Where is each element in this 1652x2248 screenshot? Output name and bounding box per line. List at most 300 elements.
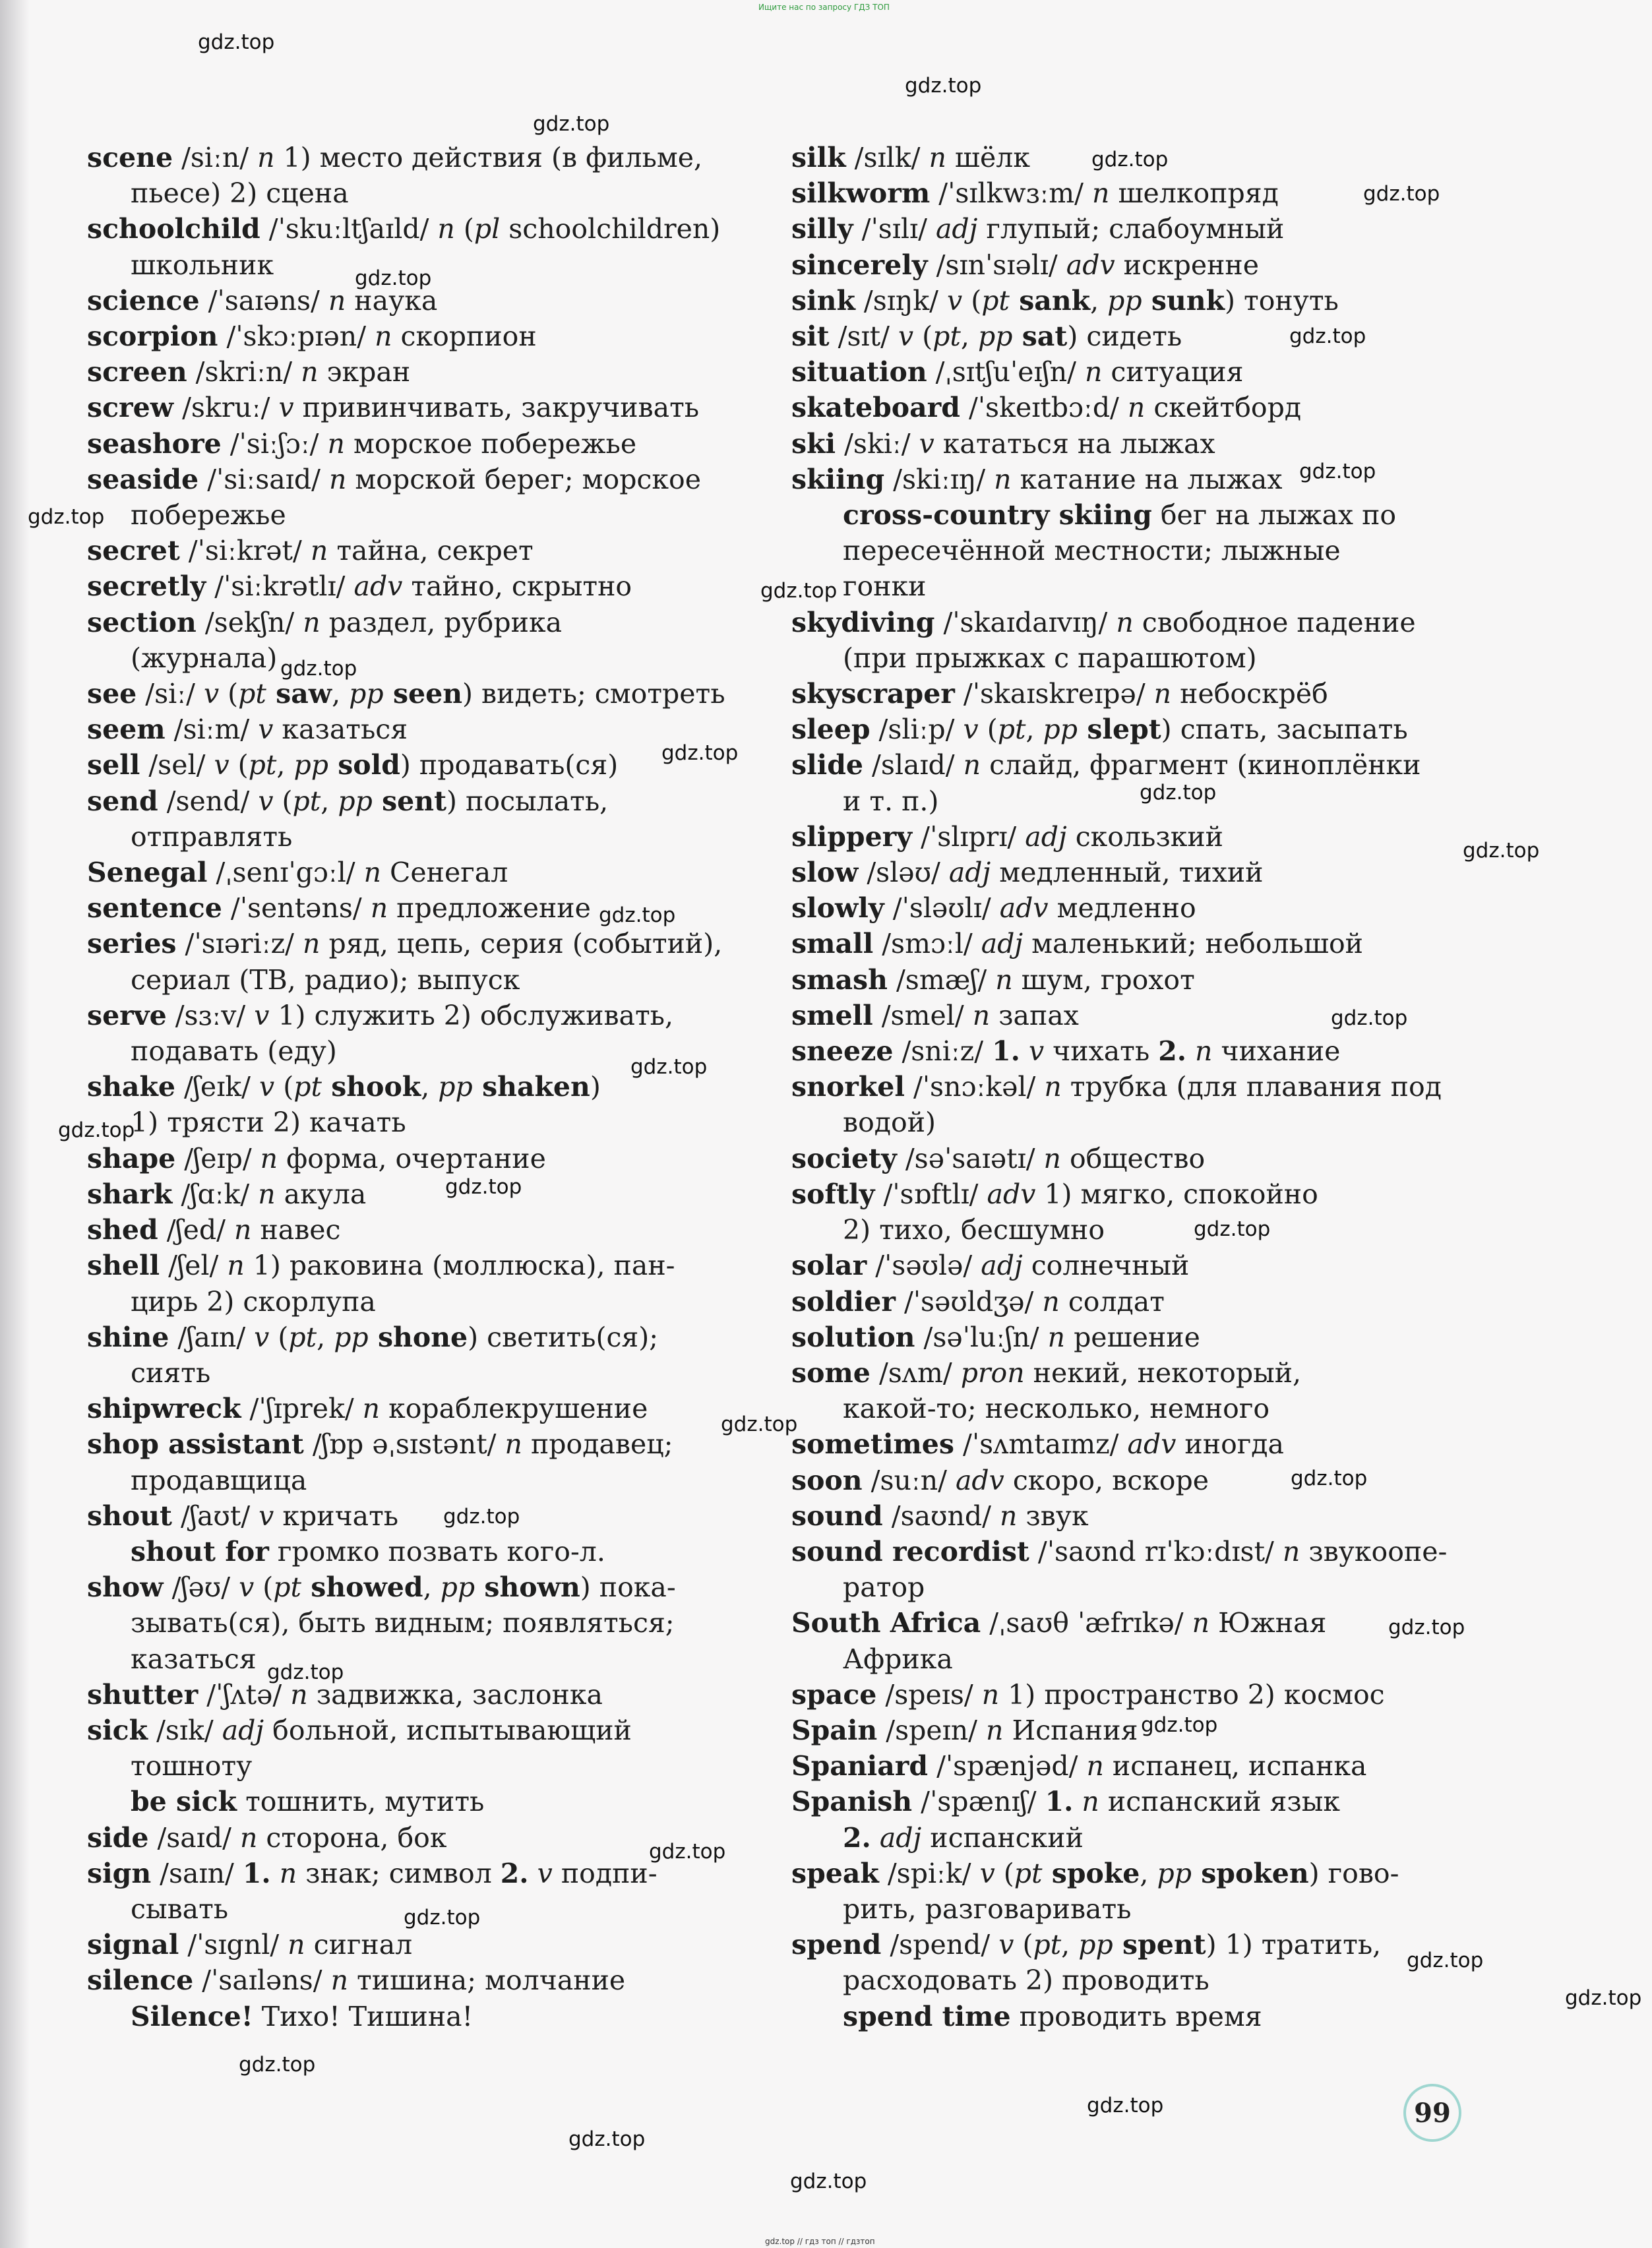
entry-continuation-line: [791, 1569, 1457, 1605]
entry-text: (журнала): [131, 642, 278, 674]
entry-text: побережье: [131, 499, 286, 532]
entry-text: знак; символ: [297, 1857, 501, 1889]
entry-text: испанский язык: [1099, 1786, 1341, 1818]
dictionary-entry: [87, 1320, 694, 1391]
entry-text: /skiː/: [836, 427, 919, 460]
grammar-label: pt: [981, 284, 1010, 317]
dictionary-entry: [87, 605, 694, 676]
watermark[interactable]: gdz.top: [568, 2127, 646, 2151]
entry-text: /ˈsʌmtaɪmz/: [954, 1428, 1128, 1461]
entry-continuation-line: [87, 819, 694, 855]
entry-text: (: [273, 785, 293, 817]
entry-line: [87, 1820, 694, 1856]
entry-text: задвижка, заслонка: [307, 1678, 603, 1711]
entry-line: [87, 568, 694, 604]
dictionary-entry: [87, 1820, 694, 1856]
grammar-label: n: [303, 928, 321, 960]
dictionary-entry: [87, 568, 694, 604]
headword: speak: [791, 1857, 879, 1889]
entry-text: /səˈsaɪətɪ/: [896, 1142, 1044, 1174]
headword: scorpion: [87, 320, 218, 353]
grammar-label: v: [259, 1071, 275, 1103]
grammar-label: n: [1092, 177, 1110, 210]
grammar-label: n: [1043, 1142, 1061, 1174]
grammar-label: pp: [349, 678, 384, 710]
grammar-label: v: [998, 1929, 1014, 1961]
entry-text: (: [254, 1571, 274, 1604]
headword: secretly: [87, 570, 206, 603]
grammar-label: pp: [977, 320, 1013, 353]
dictionary-entry: [87, 747, 694, 783]
watermark[interactable]: gdz.top: [58, 1118, 135, 1142]
dictionary-entry: [791, 426, 1457, 462]
entry-text: /ʃəʊ/: [163, 1571, 239, 1604]
watermark[interactable]: gdz.top: [661, 741, 739, 765]
watermark[interactable]: gdz.top: [649, 1840, 726, 1864]
entry-text: /sliːp/: [870, 714, 964, 746]
headword: spend: [791, 1929, 882, 1961]
watermark[interactable]: gdz.top: [599, 903, 676, 927]
dictionary-entry: [791, 1069, 1457, 1140]
headword: small: [791, 928, 874, 960]
entry-text: кораблекрушение: [380, 1393, 648, 1425]
entry-text: /ˈsiːsaɪd/: [199, 463, 329, 495]
watermark[interactable]: gdz.top: [1299, 460, 1376, 483]
entry-line: [791, 1320, 1457, 1355]
watermark[interactable]: gdz.top: [1087, 2094, 1164, 2117]
entry-text: /səˈluːʃn/: [915, 1321, 1048, 1353]
entry-line: [791, 426, 1457, 462]
watermark[interactable]: gdz.top: [1331, 1006, 1408, 1030]
entry-text: какой-то; несколько, немного: [843, 1393, 1270, 1425]
watermark[interactable]: gdz.top: [905, 74, 982, 98]
headword: slide: [791, 749, 863, 781]
entry-line: [87, 712, 694, 747]
entry-text: /skiːɪŋ/: [884, 463, 994, 495]
grammar-label: v: [946, 284, 963, 317]
entry-line: [87, 140, 703, 175]
watermark[interactable]: gdz.top: [760, 579, 838, 603]
entry-text: (: [962, 284, 982, 317]
entry-line: [87, 1856, 694, 1891]
entry-text: /ˈsɒftlɪ/: [874, 1178, 987, 1210]
headword: shop assistant: [87, 1428, 304, 1461]
headword: see: [87, 678, 137, 710]
watermark[interactable]: gdz.top: [1140, 781, 1217, 805]
dictionary-entry: [791, 890, 1457, 926]
grammar-label: n: [375, 320, 392, 353]
grammar-label: adj: [935, 213, 978, 245]
bold-form: sat: [1012, 320, 1068, 353]
entry-line: [791, 1927, 1457, 1962]
grammar-label: v: [214, 749, 229, 781]
watermark[interactable]: gdz.top: [1289, 324, 1366, 348]
grammar-label: n: [1086, 1750, 1104, 1782]
entry-text: /ˈslɪprɪ/: [912, 820, 1025, 853]
bold-form: shout for: [131, 1535, 269, 1567]
headword: seashore: [87, 427, 222, 460]
entry-text: громко позвать кого-л.: [268, 1535, 605, 1567]
grammar-label: adj: [1025, 820, 1067, 853]
entry-text: (: [274, 1071, 294, 1103]
entry-text: испанский: [921, 1821, 1084, 1854]
headword: side: [87, 1821, 149, 1854]
dictionary-entry: [791, 1355, 1457, 1426]
entry-line: [791, 712, 1457, 747]
entry-text: подпи-: [552, 1857, 658, 1889]
entry-text: (: [454, 213, 474, 245]
headword: shout: [87, 1500, 172, 1532]
entry-text: /ʃɑːk/: [172, 1178, 259, 1210]
watermark[interactable]: gdz.top: [445, 1175, 522, 1199]
watermark[interactable]: gdz.top: [1565, 1986, 1642, 2010]
entry-line: [791, 247, 1457, 283]
headword: secret: [87, 535, 180, 567]
entry-text: продавец;: [522, 1428, 673, 1461]
entry-line: [87, 1498, 694, 1534]
entry-line: [791, 1033, 1457, 1069]
entry-text: 1) мягко, спокойно: [1035, 1178, 1318, 1210]
entry-line: [87, 1426, 694, 1462]
headword: shutter: [87, 1678, 199, 1711]
bold-form: shook: [321, 1071, 421, 1103]
entry-text: 1) раковина (моллюска), пан-: [244, 1250, 675, 1282]
grammar-label: n: [1044, 1071, 1062, 1103]
dictionary-entry: [791, 1927, 1457, 2034]
entry-text: небоскрёб: [1171, 678, 1328, 710]
entry-text: ) светить(ся);: [468, 1321, 659, 1353]
grammar-label: n: [260, 1142, 278, 1174]
bold-form: spend time: [843, 2000, 1011, 2032]
entry-line: [791, 747, 1457, 783]
entry-text: /sekʃn/: [196, 606, 303, 638]
grammar-label: pp: [438, 1071, 473, 1103]
headword: space: [791, 1678, 877, 1711]
dictionary-entry: [87, 1212, 694, 1248]
watermark[interactable]: gdz.top: [267, 1660, 344, 1684]
watermark[interactable]: gdz.top: [721, 1413, 798, 1436]
dictionary-entry: [87, 1426, 694, 1498]
headword: skateboard: [791, 392, 960, 424]
entry-text: /ˈsəʊldʒə/: [895, 1285, 1043, 1318]
grammar-label: adv: [955, 1464, 1004, 1496]
bold-form: sold: [328, 749, 400, 781]
entry-text: /sɪk/: [148, 1714, 222, 1746]
dictionary-entry: [87, 1248, 694, 1319]
headword: silence: [87, 1964, 194, 1997]
entry-continuation-line: [87, 497, 694, 533]
dictionary-entry: [791, 1713, 1457, 1748]
watermark[interactable]: gdz.top: [443, 1505, 520, 1529]
entry-text: продавщица: [131, 1464, 307, 1496]
headword: shine: [87, 1321, 169, 1353]
dictionary-entry: [791, 855, 1457, 890]
headword: signal: [87, 1929, 179, 1961]
dictionary-entry: [87, 1927, 694, 1962]
entry-text: /smɔːl/: [873, 928, 981, 960]
page-binding-shadow: [0, 0, 30, 2248]
bold-form: saw: [266, 678, 332, 710]
entry-text: /ˈsnɔːkəl/: [904, 1071, 1045, 1103]
dictionary-entry: [791, 390, 1457, 425]
headword: Spanish: [791, 1786, 913, 1818]
bold-form: sunk: [1142, 284, 1225, 317]
bold-form: Silence!: [131, 2000, 253, 2032]
entry-line: [87, 605, 694, 640]
entry-line: [87, 354, 694, 390]
entry-text: /ʃɒp əˌsɪstənt/: [303, 1428, 505, 1461]
dictionary-entry: [791, 1856, 1457, 1927]
grammar-label: adj: [981, 1250, 1023, 1282]
entry-text: скользкий: [1066, 820, 1223, 853]
entry-line: [791, 1426, 1457, 1462]
entry-text: /ˈspænjəd/: [928, 1750, 1087, 1782]
entry-text: /ˈsəʊlə/: [867, 1250, 981, 1282]
entry-text: ,: [321, 785, 338, 817]
grammar-label: pt: [238, 678, 266, 710]
bold-form: spoke: [1042, 1857, 1140, 1889]
dictionary-entry: [87, 1856, 694, 1927]
watermark[interactable]: gdz.top: [1363, 182, 1440, 206]
headword: shark: [87, 1178, 173, 1210]
grammar-label: pl: [474, 213, 501, 245]
entry-line: [791, 283, 1457, 319]
dictionary-entry: [791, 283, 1457, 319]
entry-text: /slaɪd/: [863, 749, 964, 781]
entry-text: запах: [990, 999, 1079, 1031]
entry-text: слайд, фрагмент (киноплёнки: [981, 749, 1421, 781]
grammar-label: pp: [440, 1571, 475, 1604]
watermark[interactable]: gdz.top: [28, 505, 105, 529]
entry-text: глупый; слабоумный: [977, 213, 1285, 245]
grammar-label: n: [328, 463, 347, 495]
entry-text: /smel/: [872, 999, 973, 1031]
headword: seem: [87, 714, 166, 746]
grammar-label: n: [363, 857, 382, 889]
entry-text: общество: [1060, 1142, 1206, 1174]
entry-continuation-line: [791, 533, 1457, 568]
dictionary-entry: [87, 140, 703, 211]
grammar-label: adv: [353, 570, 403, 603]
headword: slow: [791, 857, 859, 889]
bold-form: 2.: [1158, 1035, 1187, 1068]
entry-line: [791, 1784, 1457, 1819]
grammar-label: pt: [292, 785, 321, 817]
entry-line: [791, 211, 1457, 247]
grammar-label: adv: [1066, 249, 1115, 281]
entry-text: Африка: [843, 1643, 953, 1675]
dictionary-entry: [87, 390, 700, 425]
bold-form: cross-country skiing: [843, 499, 1152, 532]
grammar-label: n: [1186, 1035, 1213, 1068]
entry-text: /ˈsiːkrət/: [179, 535, 311, 567]
entry-line: [87, 1069, 694, 1105]
dictionary-entry: [87, 998, 694, 1069]
grammar-label: pp: [334, 1321, 369, 1353]
entry-text: /smæʃ/: [887, 963, 996, 996]
entry-continuation-line: [87, 1355, 694, 1391]
entry-continuation-line: [87, 1784, 694, 1819]
watermark[interactable]: gdz.top: [1141, 1713, 1218, 1737]
entry-text: ,: [960, 320, 978, 353]
entry-text: медленно: [1048, 892, 1196, 925]
watermark[interactable]: gdz.top: [355, 266, 432, 290]
grammar-label: n: [1084, 356, 1103, 388]
entry-line: [87, 1248, 694, 1283]
grammar-label: pron: [960, 1356, 1025, 1389]
bold-form: seen: [383, 678, 463, 710]
entry-text: /ˈsiːʃɔː/: [221, 427, 328, 460]
watermark[interactable]: gdz.top: [1291, 1467, 1368, 1490]
grammar-label: n: [310, 535, 328, 567]
entry-text: тайно, скрытно: [402, 570, 632, 603]
grammar-label: n: [1153, 678, 1172, 710]
entry-text: /skriːn/: [187, 356, 301, 388]
headword: smash: [791, 963, 888, 996]
watermark[interactable]: gdz.top: [1388, 1616, 1465, 1639]
watermark[interactable]: gdz.top: [1091, 148, 1169, 171]
entry-line: [87, 1320, 694, 1355]
entry-continuation-line: [87, 962, 694, 998]
entry-text: /sɜːv/: [166, 999, 255, 1031]
dictionary-entry: [87, 354, 694, 390]
entry-text: цирь 2) скорлупа: [131, 1285, 376, 1318]
entry-text: /ʃaɪn/: [169, 1321, 255, 1353]
dictionary-entry: [87, 1962, 694, 2034]
watermark[interactable]: gdz.top: [1194, 1217, 1271, 1241]
entry-text: (при прыжках с парашютом): [843, 642, 1257, 674]
watermark[interactable]: gdz.top: [280, 657, 357, 681]
grammar-label: pt: [288, 1321, 317, 1353]
grammar-label: n: [257, 142, 275, 173]
entry-text: schoolchildren): [500, 213, 721, 245]
grammar-label: pp: [1157, 1857, 1192, 1889]
watermark[interactable]: gdz.top: [1463, 839, 1540, 863]
entry-text: водой): [843, 1107, 936, 1139]
watermark[interactable]: gdz.top: [239, 2053, 316, 2077]
dictionary-entry: [87, 1176, 694, 1212]
entry-text: привинчивать, закручивать: [293, 392, 700, 424]
headword: solution: [791, 1321, 915, 1353]
entry-continuation-line: [791, 1962, 1457, 1998]
headword: sentence: [87, 892, 222, 925]
entry-text: /ʃed/: [158, 1214, 234, 1246]
entry-text: медленный, тихий: [991, 857, 1264, 889]
entry-continuation-line: [791, 1999, 1457, 2034]
dictionary-entry: [791, 211, 1457, 247]
dictionary-entry: [87, 676, 725, 712]
entry-line: [87, 319, 694, 354]
entry-continuation-line: [791, 1820, 1457, 1856]
entry-continuation-line: [87, 1033, 694, 1069]
entry-line: [791, 390, 1457, 425]
grammar-label: pt: [248, 749, 277, 781]
entry-text: /spiːk/: [878, 1857, 980, 1889]
grammar-label: n: [301, 356, 319, 388]
headword: sneeze: [791, 1035, 894, 1068]
dictionary-entry: [791, 1426, 1457, 1462]
entry-continuation-line: [87, 1105, 694, 1140]
grammar-label: n: [328, 284, 346, 317]
entry-text: /ˌsɪtʃuˈeɪʃn/: [927, 356, 1085, 388]
dictionary-entry: [791, 1677, 1457, 1713]
entry-text: Тихо! Тишина!: [253, 2000, 474, 2032]
headword: silk: [791, 142, 846, 173]
grammar-label: v: [239, 1571, 255, 1604]
watermark[interactable]: gdz.top: [1407, 1949, 1484, 1972]
bold-form: spoken: [1191, 1857, 1309, 1889]
watermark[interactable]: gdz.top: [404, 1906, 481, 1929]
entry-text: ,: [1061, 1929, 1079, 1961]
entry-line: [87, 1677, 694, 1713]
grammar-label: n: [929, 142, 946, 173]
dictionary-entry: [791, 1033, 1457, 1069]
entry-text: сиять: [131, 1356, 211, 1389]
entry-line: [87, 1212, 694, 1248]
page-number: 99: [1403, 2084, 1461, 2142]
entry-line: [87, 1713, 694, 1748]
entry-text: /ʃeɪp/: [175, 1142, 260, 1174]
dictionary-entry: [791, 676, 1457, 712]
grammar-label: pp: [1043, 714, 1078, 746]
headword: ski: [791, 427, 836, 460]
entry-text: ) тонуть: [1225, 284, 1339, 317]
entry-text: /siːn/: [173, 142, 258, 173]
entry-text: испанец, испанка: [1103, 1750, 1367, 1782]
entry-text: казаться: [131, 1643, 257, 1675]
entry-text: /saɪd/: [148, 1821, 240, 1854]
entry-line: [791, 676, 1457, 712]
dictionary-entry: [791, 1534, 1457, 1605]
entry-text: сериал (ТВ, радио); выпуск: [131, 963, 520, 996]
entry-text: 2) тихо, бесшумно: [843, 1214, 1105, 1246]
watermark[interactable]: gdz.top: [630, 1055, 708, 1079]
entry-line: [791, 1498, 1457, 1534]
dictionary-entry: [791, 819, 1457, 855]
entry-text: форма, очертание: [278, 1142, 546, 1174]
watermark[interactable]: gdz.top: [533, 112, 610, 136]
entry-text: /skruː/: [173, 392, 279, 424]
entry-continuation-line: [791, 1891, 1457, 1927]
entry-text: ,: [1140, 1857, 1157, 1889]
bold-form: shaken: [472, 1071, 590, 1103]
entry-continuation-line: [791, 1212, 1457, 1248]
entry-text: /ˈskuːltʃaɪld/: [260, 213, 438, 245]
bold-form: shone: [368, 1321, 468, 1353]
entry-line: [791, 1069, 1457, 1105]
grammar-label: v: [528, 1857, 553, 1889]
entry-text: /ˈspænɪʃ/: [912, 1786, 1045, 1818]
headword: sell: [87, 749, 140, 781]
watermark[interactable]: gdz.top: [790, 2170, 867, 2193]
headword: shipwreck: [87, 1393, 241, 1425]
watermark[interactable]: gdz.top: [198, 30, 275, 54]
bold-form: 2.: [843, 1821, 871, 1854]
bold-form: 1.: [242, 1857, 271, 1889]
dictionary-column-right: [791, 140, 1457, 2034]
entry-line: [791, 605, 1457, 640]
entry-text: казаться: [273, 714, 408, 746]
entry-text: солнечный: [1022, 1250, 1190, 1282]
headword: society: [791, 1142, 897, 1174]
entry-text: ,: [1090, 284, 1108, 317]
dictionary-entry: [791, 926, 1457, 961]
grammar-label: pt: [273, 1571, 301, 1604]
grammar-label: n: [1127, 392, 1146, 424]
entry-continuation-line: [791, 783, 1457, 819]
entry-line: [87, 855, 694, 890]
entry-line: [87, 676, 725, 712]
